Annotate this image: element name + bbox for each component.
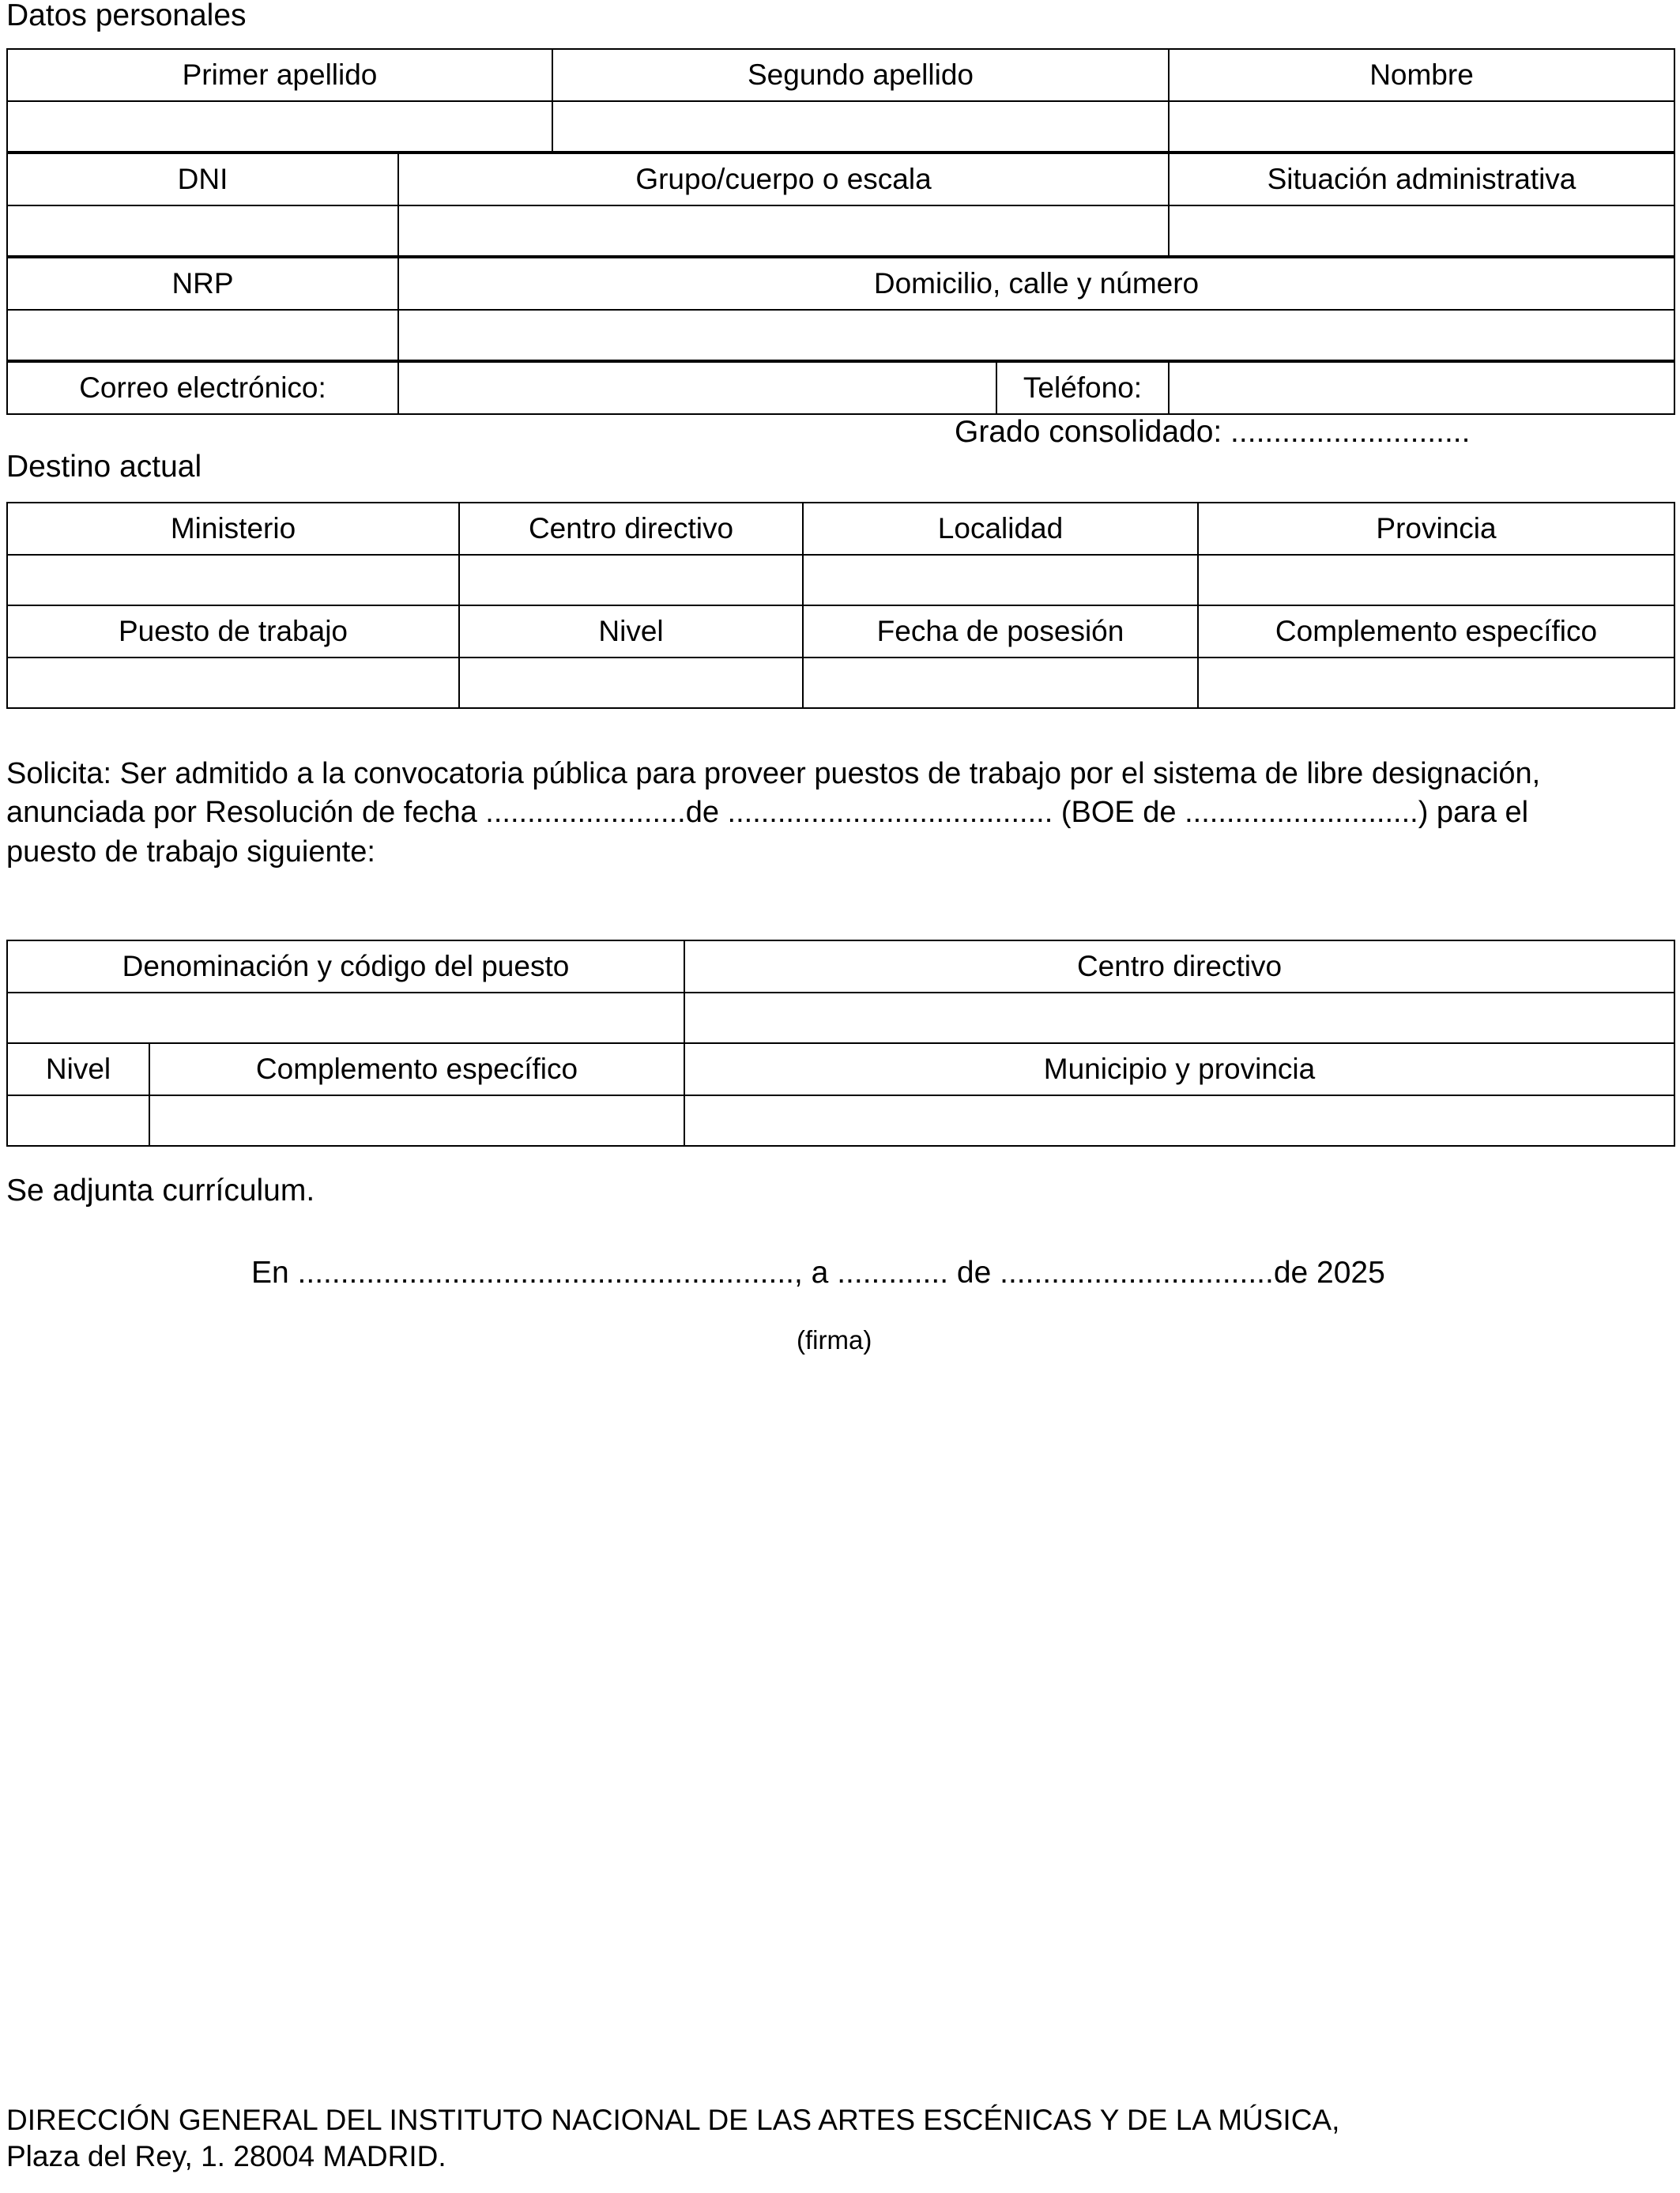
solicita-paragraph	[6, 755, 1674, 872]
destino-actual-table	[6, 502, 1675, 709]
table-row	[7, 362, 1674, 414]
field-situacion-administrativa[interactable]	[1169, 205, 1674, 256]
field-segundo-apellido[interactable]	[552, 101, 1169, 152]
puesto-solicitado-table	[6, 940, 1675, 1147]
table-row	[7, 605, 1674, 658]
field-dni[interactable]	[7, 205, 398, 256]
header-fecha-de-posesion: Fecha de posesión	[803, 605, 1198, 658]
header-provincia: Provincia	[1198, 503, 1674, 555]
destino-actual-section-title: Destino actual	[6, 450, 202, 484]
header-domicilio: Domicilio, calle y número	[398, 258, 1674, 310]
table-row	[7, 258, 1674, 310]
grado-destino-row	[6, 415, 1674, 491]
solicita-line-1: Solicita: Ser admitido a la convocatoria pública para proveer puestos de trabajo por el sistema de libre designación,	[6, 757, 1541, 790]
header-denominacion-codigo-puesto: Denominación y código del puesto	[7, 940, 684, 993]
grado-consolidado-label: Grado consolidado: ............................	[955, 415, 1471, 449]
table-row	[7, 310, 1674, 360]
field-nrp[interactable]	[7, 310, 398, 360]
field-localidad[interactable]	[803, 555, 1198, 605]
field-telefono[interactable]	[1169, 362, 1674, 414]
header-nrp: NRP	[7, 258, 398, 310]
contact-table	[6, 361, 1675, 415]
header-primer-apellido: Primer apellido	[7, 49, 552, 101]
table-row	[7, 503, 1674, 555]
table-row	[7, 1043, 1674, 1095]
header-centro-directivo: Centro directivo	[459, 503, 803, 555]
solicita-line-2: anunciada por Resolución de fecha ........................de ....................................... (BOE de ............................) para el	[6, 796, 1529, 830]
field-correo-electronico[interactable]	[398, 362, 996, 414]
field-puesto-de-trabajo[interactable]	[7, 658, 459, 708]
place-date-line: En .........................................................., a ............. de ................................de 2025	[251, 1256, 1385, 1291]
personal-data-table-3	[6, 257, 1675, 361]
field-complemento-especifico[interactable]	[1198, 658, 1674, 708]
header-complemento-especifico-solicitado: Complemento específico	[149, 1043, 684, 1095]
field-centro-directivo-solicitado[interactable]	[684, 993, 1674, 1043]
header-complemento-especifico: Complemento específico	[1198, 605, 1674, 658]
header-centro-directivo-solicitado: Centro directivo	[684, 940, 1674, 993]
field-grupo-cuerpo-escala[interactable]	[398, 205, 1169, 256]
field-nivel-solicitado[interactable]	[7, 1095, 149, 1146]
field-denominacion-codigo-puesto[interactable]	[7, 993, 684, 1043]
field-municipio-provincia[interactable]	[684, 1095, 1674, 1146]
personal-data-table-2	[6, 153, 1675, 257]
field-provincia[interactable]	[1198, 555, 1674, 605]
header-puesto-de-trabajo: Puesto de trabajo	[7, 605, 459, 658]
table-row	[7, 940, 1674, 993]
label-telefono: Teléfono:	[996, 362, 1169, 414]
table-row	[7, 1095, 1674, 1146]
table-row	[7, 555, 1674, 605]
solicita-line-3: puesto de trabajo siguiente:	[6, 835, 375, 869]
label-correo-electronico: Correo electrónico:	[7, 362, 398, 414]
addressee-line-2: Plaza del Rey, 1. 28004 MADRID.	[6, 2139, 446, 2172]
personal-data-section-title: Datos personales	[6, 0, 247, 32]
header-dni: DNI	[7, 153, 398, 205]
header-localidad: Localidad	[803, 503, 1198, 555]
table-row	[7, 658, 1674, 708]
header-municipio-provincia: Municipio y provincia	[684, 1043, 1674, 1095]
table-row	[7, 49, 1674, 101]
field-fecha-de-posesion[interactable]	[803, 658, 1198, 708]
header-grupo-cuerpo-escala: Grupo/cuerpo o escala	[398, 153, 1169, 205]
field-centro-directivo[interactable]	[459, 555, 803, 605]
field-domicilio[interactable]	[398, 310, 1674, 360]
table-row	[7, 153, 1674, 205]
field-complemento-especifico-solicitado[interactable]	[149, 1095, 684, 1146]
field-ministerio[interactable]	[7, 555, 459, 605]
field-nombre[interactable]	[1169, 101, 1674, 152]
header-nivel-solicitado: Nivel	[7, 1043, 149, 1095]
table-row	[7, 205, 1674, 256]
table-row	[7, 993, 1674, 1043]
header-ministerio: Ministerio	[7, 503, 459, 555]
table-row	[7, 101, 1674, 152]
header-segundo-apellido: Segundo apellido	[552, 49, 1169, 101]
header-situacion-administrativa: Situación administrativa	[1169, 153, 1674, 205]
addressee-line-1: DIRECCIÓN GENERAL DEL INSTITUTO NACIONAL DE LAS ARTES ESCÉNICAS Y DE LA MÚSICA,	[6, 2104, 1340, 2136]
field-primer-apellido[interactable]	[7, 101, 552, 152]
field-nivel[interactable]	[459, 658, 803, 708]
signature-label: (firma)	[797, 1325, 872, 1355]
curriculum-note: Se adjunta currículum.	[6, 1174, 315, 1208]
header-nivel: Nivel	[459, 605, 803, 658]
header-nombre: Nombre	[1169, 49, 1674, 101]
personal-data-table	[6, 48, 1675, 153]
